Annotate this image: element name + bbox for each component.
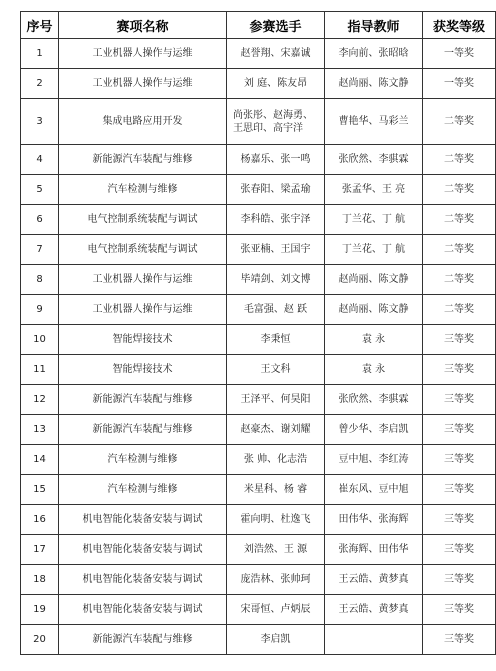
cell-award [423, 505, 496, 535]
cell-award-text: 三等奖 [444, 544, 474, 555]
cell-serial-text: 17 [33, 544, 46, 555]
cell-serial [21, 355, 59, 385]
cell-teachers [325, 385, 423, 415]
cell-teachers-text: 袁 永 [361, 364, 386, 375]
cell-award-text: 二等奖 [444, 116, 474, 127]
cell-event-text: 工业机器人操作与运维 [92, 78, 193, 89]
header-players: 参赛选手 [227, 12, 325, 39]
cell-event-text: 新能源汽车装配与维修 [92, 394, 193, 405]
cell-award-text: 三等奖 [444, 394, 474, 405]
cell-award-text: 一等奖 [444, 78, 474, 89]
cell-serial-text: 20 [33, 634, 46, 645]
cell-players-text: 赵誉翔、宋嘉诚 [240, 48, 311, 59]
cell-teachers-text: 丁兰花、丁 航 [341, 244, 406, 255]
cell-serial [21, 385, 59, 415]
cell-players [227, 385, 325, 415]
cell-teachers [325, 535, 423, 565]
cell-event-text: 集成电路应用开发 [102, 116, 183, 127]
cell-serial [21, 145, 59, 175]
cell-teachers-text: 王云皓、黄梦真 [338, 574, 409, 585]
cell-teachers [325, 475, 423, 505]
cell-event-text: 汽车检测与维修 [107, 454, 178, 465]
cell-teachers-text: 赵尚丽、陈文静 [338, 304, 409, 315]
cell-teachers-text: 赵尚丽、陈文静 [338, 274, 409, 285]
cell-award-text: 三等奖 [444, 364, 474, 375]
cell-serial-text: 7 [36, 244, 43, 255]
cell-award-text: 三等奖 [444, 334, 474, 345]
cell-serial [21, 325, 59, 355]
cell-event [59, 69, 227, 99]
cell-event [59, 145, 227, 175]
cell-event-text: 电气控制系统装配与调试 [87, 244, 198, 255]
cell-award [423, 265, 496, 295]
cell-event-text: 工业机器人操作与运维 [92, 274, 193, 285]
table-row [21, 445, 496, 475]
cell-serial [21, 39, 59, 69]
cell-serial [21, 535, 59, 565]
cell-award [423, 175, 496, 205]
cell-event-text: 新能源汽车装配与维修 [92, 424, 193, 435]
cell-serial-text: 11 [33, 364, 46, 375]
cell-teachers [325, 355, 423, 385]
table-row [21, 235, 496, 265]
cell-event-text: 新能源汽车装配与维修 [92, 634, 193, 645]
table-row [21, 39, 496, 69]
cell-players [227, 565, 325, 595]
cell-teachers [325, 415, 423, 445]
table-row [21, 325, 496, 355]
cell-players-text: 张亚楠、王国宇 [240, 244, 311, 255]
cell-event-text: 机电智能化装备安装与调试 [82, 604, 203, 615]
cell-teachers [325, 69, 423, 99]
cell-serial [21, 565, 59, 595]
cell-award-text: 二等奖 [444, 304, 474, 315]
cell-players-text: 李启凯 [260, 634, 291, 645]
table-row [21, 69, 496, 99]
cell-players [227, 265, 325, 295]
cell-award [423, 69, 496, 99]
cell-award-text: 三等奖 [444, 634, 474, 645]
cell-players-text: 霍向明、杜逸飞 [240, 514, 311, 525]
cell-award [423, 99, 496, 145]
cell-teachers [325, 505, 423, 535]
cell-event [59, 205, 227, 235]
cell-event [59, 625, 227, 655]
cell-teachers [325, 295, 423, 325]
table-row [21, 355, 496, 385]
cell-serial-text: 12 [33, 394, 46, 405]
table-row [21, 385, 496, 415]
cell-players [227, 415, 325, 445]
cell-serial-text: 13 [33, 424, 46, 435]
cell-players [227, 355, 325, 385]
cell-award [423, 625, 496, 655]
cell-teachers-text: 张海辉、田伟华 [338, 544, 409, 555]
cell-serial-text: 16 [33, 514, 46, 525]
table-row [21, 565, 496, 595]
cell-serial [21, 205, 59, 235]
cell-event [59, 505, 227, 535]
cell-players-text: 毛富强、赵 跃 [243, 304, 308, 315]
cell-teachers-text: 崔东风、豆中旭 [338, 484, 409, 495]
cell-award [423, 475, 496, 505]
cell-award-text: 三等奖 [444, 484, 474, 495]
cell-players-text: 刘 庭、陈友昂 [243, 78, 308, 89]
cell-teachers [325, 99, 423, 145]
cell-award [423, 415, 496, 445]
cell-teachers [325, 625, 423, 655]
cell-serial [21, 595, 59, 625]
cell-serial [21, 415, 59, 445]
cell-award [423, 145, 496, 175]
cell-event-text: 工业机器人操作与运维 [92, 48, 193, 59]
cell-event-text: 汽车检测与维修 [107, 184, 178, 195]
cell-event [59, 595, 227, 625]
cell-award-text: 三等奖 [444, 574, 474, 585]
cell-players-text: 王泽平、何昊阳 [240, 394, 311, 405]
cell-teachers-text: 张欣然、李骐霖 [338, 394, 409, 405]
cell-award-text: 一等奖 [444, 48, 474, 59]
cell-serial [21, 175, 59, 205]
header-award: 获奖等级 [423, 12, 496, 39]
table-body [21, 39, 496, 655]
cell-event-text: 电气控制系统装配与调试 [87, 214, 198, 225]
table-row [21, 595, 496, 625]
cell-serial-text: 3 [36, 116, 43, 127]
cell-serial [21, 505, 59, 535]
cell-players-text: 宋哥恒、卢炳辰 [240, 604, 311, 615]
cell-serial [21, 99, 59, 145]
cell-serial-text: 18 [33, 574, 46, 585]
cell-players-text: 杨嘉乐、张一鸣 [240, 154, 311, 165]
cell-event [59, 445, 227, 475]
cell-players [227, 625, 325, 655]
table-row [21, 99, 496, 145]
cell-players [227, 475, 325, 505]
cell-serial [21, 265, 59, 295]
cell-award [423, 385, 496, 415]
cell-serial-text: 15 [33, 484, 46, 495]
cell-serial-text: 19 [33, 604, 46, 615]
cell-players-text: 米星科、杨 睿 [243, 484, 308, 495]
cell-event-text: 机电智能化装备安装与调试 [82, 544, 203, 555]
cell-serial-text: 6 [36, 214, 43, 225]
cell-award-text: 二等奖 [444, 184, 474, 195]
table-header [21, 12, 496, 39]
cell-award [423, 595, 496, 625]
cell-players-text: 毕靖剑、刘文博 [240, 274, 311, 285]
table-row [21, 505, 496, 535]
cell-serial-text: 8 [36, 274, 43, 285]
cell-players-text: 尚张彤、赵海勇、王思印、高宇洋 [233, 109, 313, 134]
cell-event [59, 175, 227, 205]
cell-teachers [325, 175, 423, 205]
cell-teachers-text: 王云皓、黄梦真 [338, 604, 409, 615]
cell-serial [21, 475, 59, 505]
cell-teachers [325, 325, 423, 355]
cell-teachers [325, 595, 423, 625]
cell-teachers-text: 田伟华、张海辉 [338, 514, 409, 525]
cell-event-text: 汽车检测与维修 [107, 484, 178, 495]
cell-players [227, 505, 325, 535]
cell-players [227, 595, 325, 625]
cell-award [423, 445, 496, 475]
cell-teachers-text: 赵尚丽、陈文静 [338, 78, 409, 89]
header-row [21, 12, 496, 39]
cell-event-text: 智能焊接技术 [112, 364, 173, 375]
cell-event [59, 325, 227, 355]
cell-event [59, 265, 227, 295]
cell-players-text: 王文科 [260, 364, 291, 375]
cell-serial [21, 69, 59, 99]
cell-serial-text: 5 [36, 184, 43, 195]
cell-teachers-text: 袁 永 [361, 334, 386, 345]
cell-teachers [325, 205, 423, 235]
cell-award [423, 295, 496, 325]
cell-players-text: 李科皓、张宇泽 [240, 214, 311, 225]
cell-award-text: 三等奖 [444, 604, 474, 615]
table-row [21, 265, 496, 295]
cell-teachers [325, 265, 423, 295]
header-serial: 序号 [21, 12, 59, 39]
cell-event [59, 385, 227, 415]
cell-serial-text: 9 [36, 304, 43, 315]
cell-players [227, 145, 325, 175]
header-event: 赛项名称 [59, 12, 227, 39]
cell-players [227, 69, 325, 99]
cell-serial-text: 14 [33, 454, 46, 465]
cell-event-text: 机电智能化装备安装与调试 [82, 514, 203, 525]
cell-serial-text: 4 [36, 154, 43, 165]
cell-award-text: 二等奖 [444, 244, 474, 255]
cell-players [227, 205, 325, 235]
cell-teachers-text: 张欣然、李骐霖 [338, 154, 409, 165]
cell-serial [21, 445, 59, 475]
table-row [21, 175, 496, 205]
cell-event [59, 235, 227, 265]
cell-award [423, 205, 496, 235]
cell-event-text: 工业机器人操作与运维 [92, 304, 193, 315]
table-row [21, 205, 496, 235]
cell-players-text: 庞浩林、张帅珂 [240, 574, 311, 585]
cell-award [423, 39, 496, 69]
cell-teachers [325, 235, 423, 265]
cell-serial-text: 10 [33, 334, 46, 345]
cell-award-text: 二等奖 [444, 214, 474, 225]
cell-players-text: 赵豪杰、谢刘耀 [240, 424, 311, 435]
cell-award-text: 二等奖 [444, 154, 474, 165]
cell-award [423, 325, 496, 355]
cell-players [227, 535, 325, 565]
cell-teachers-text: 曾少华、李启凯 [338, 424, 409, 435]
cell-teachers [325, 445, 423, 475]
cell-event [59, 99, 227, 145]
cell-event-text: 机电智能化装备安装与调试 [82, 574, 203, 585]
cell-event [59, 565, 227, 595]
cell-award [423, 535, 496, 565]
cell-event [59, 295, 227, 325]
cell-teachers [325, 565, 423, 595]
cell-players [227, 235, 325, 265]
cell-award [423, 355, 496, 385]
table-row [21, 295, 496, 325]
cell-players [227, 325, 325, 355]
cell-serial [21, 625, 59, 655]
cell-event [59, 415, 227, 445]
cell-teachers-text: 张孟华、王 亮 [341, 184, 406, 195]
cell-serial-text: 2 [36, 78, 43, 89]
cell-event [59, 535, 227, 565]
cell-award [423, 565, 496, 595]
table-row [21, 535, 496, 565]
cell-teachers-text: 曹艳华、马彩兰 [338, 116, 409, 127]
cell-award [423, 235, 496, 265]
cell-teachers-text: 李向前、张昭晗 [338, 48, 409, 59]
table-row [21, 145, 496, 175]
cell-award-text: 三等奖 [444, 514, 474, 525]
cell-award-text: 三等奖 [444, 454, 474, 465]
cell-serial [21, 235, 59, 265]
cell-award-text: 二等奖 [444, 274, 474, 285]
cell-event [59, 39, 227, 69]
cell-players [227, 295, 325, 325]
table-row [21, 475, 496, 505]
award-table-container [20, 11, 496, 655]
cell-players-text: 刘浩然、王 源 [243, 544, 308, 555]
cell-event-text: 智能焊接技术 [112, 334, 173, 345]
cell-event [59, 475, 227, 505]
table-row [21, 415, 496, 445]
cell-teachers [325, 39, 423, 69]
header-teachers: 指导教师 [325, 12, 423, 39]
cell-teachers-text: 豆中旭、李红涛 [338, 454, 409, 465]
cell-serial-text: 1 [36, 48, 43, 59]
cell-players [227, 445, 325, 475]
cell-players [227, 39, 325, 69]
cell-players [227, 175, 325, 205]
cell-players-text: 张春阳、梁孟瑜 [240, 184, 311, 195]
cell-teachers-text: 丁兰花、丁 航 [341, 214, 406, 225]
cell-players [227, 99, 325, 145]
cell-event-text: 新能源汽车装配与维修 [92, 154, 193, 165]
cell-award-text: 三等奖 [444, 424, 474, 435]
cell-event [59, 355, 227, 385]
cell-serial [21, 295, 59, 325]
cell-players-text: 张 帅、化志浩 [243, 454, 308, 465]
cell-players-text: 李秉恒 [260, 334, 291, 345]
table-row [21, 625, 496, 655]
cell-teachers [325, 145, 423, 175]
award-table [20, 11, 496, 655]
